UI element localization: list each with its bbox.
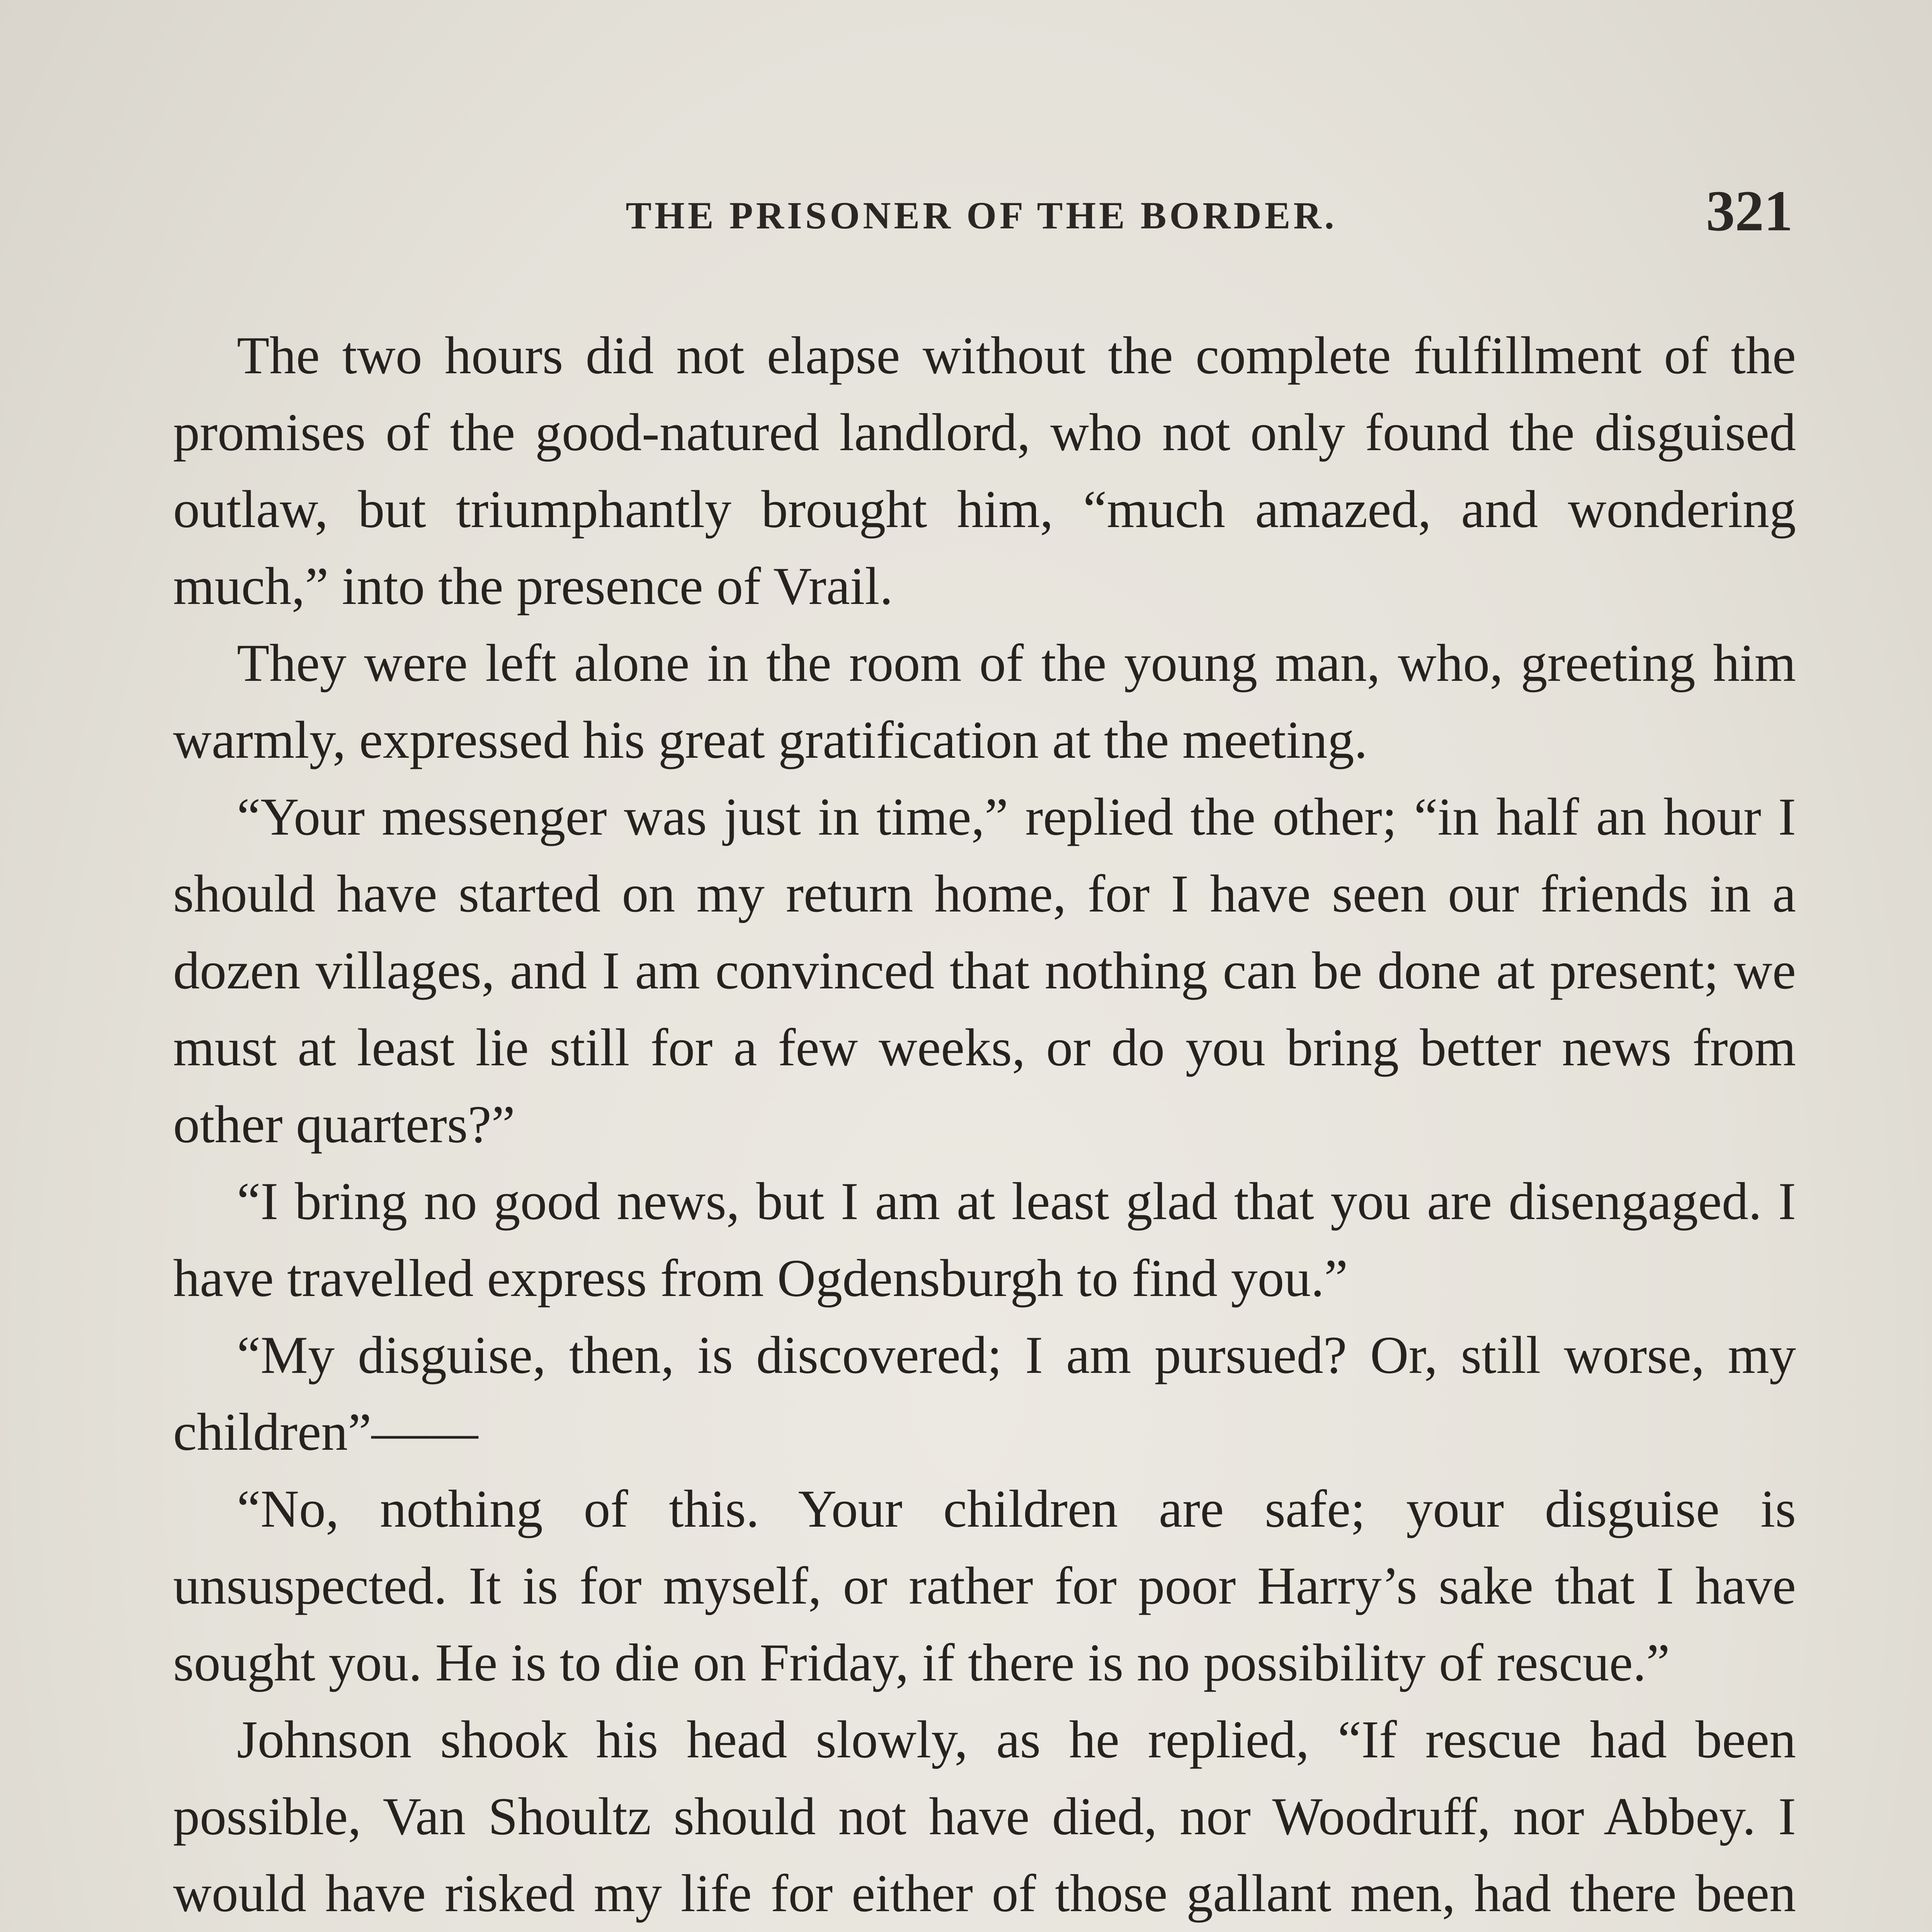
paragraph: “I bring no good news, but I am at least glad that you are disengaged. I have travelled express from Ogdensburgh to find you.”	[173, 1172, 1796, 1308]
paragraph: Johnson shook his head slowly, as he replied, “If rescue had been possible, Van Shoultz should not have died, nor Woodruff, nor Abbey. I would have risked my life for either of those gallant men, had there been	[173, 1710, 1796, 1923]
paragraph: “My disguise, then, is discovered; I am pursued? Or, still worse, my children”——	[173, 1325, 1796, 1461]
paragraph: “Your messenger was just in time,” replied the other; “in half an hour I should have started on my return home, for I have seen our friends in a dozen villages, and I am convinced that nothing can be done at present; we must at least lie still for a few weeks, or do you bring better news from other quarters?”	[173, 787, 1796, 1154]
running-title: THE PRISONER OF THE BORDER.	[626, 194, 1337, 237]
paragraph: They were left alone in the room of the young man, who, greeting him warmly, expressed his great gratification at the meeting.	[173, 633, 1796, 769]
page-number: 321	[1706, 179, 1793, 243]
paragraph: The two hours did not elapse without the complete fulfillment of the promises of the good-natured landlord, who not only found the disguised outlaw, but triumphantly brought him, “much amazed, and wondering much,” into the presence of Vrail.	[173, 326, 1796, 616]
paragraph: “No, nothing of this. Your children are safe; your disguise is unsuspected. It is for myself, or rather for poor Harry’s sake that I have sought you. He is to die on Friday, if there is no possibility of rescue.”	[173, 1479, 1796, 1692]
body-text	[173, 317, 1796, 1932]
